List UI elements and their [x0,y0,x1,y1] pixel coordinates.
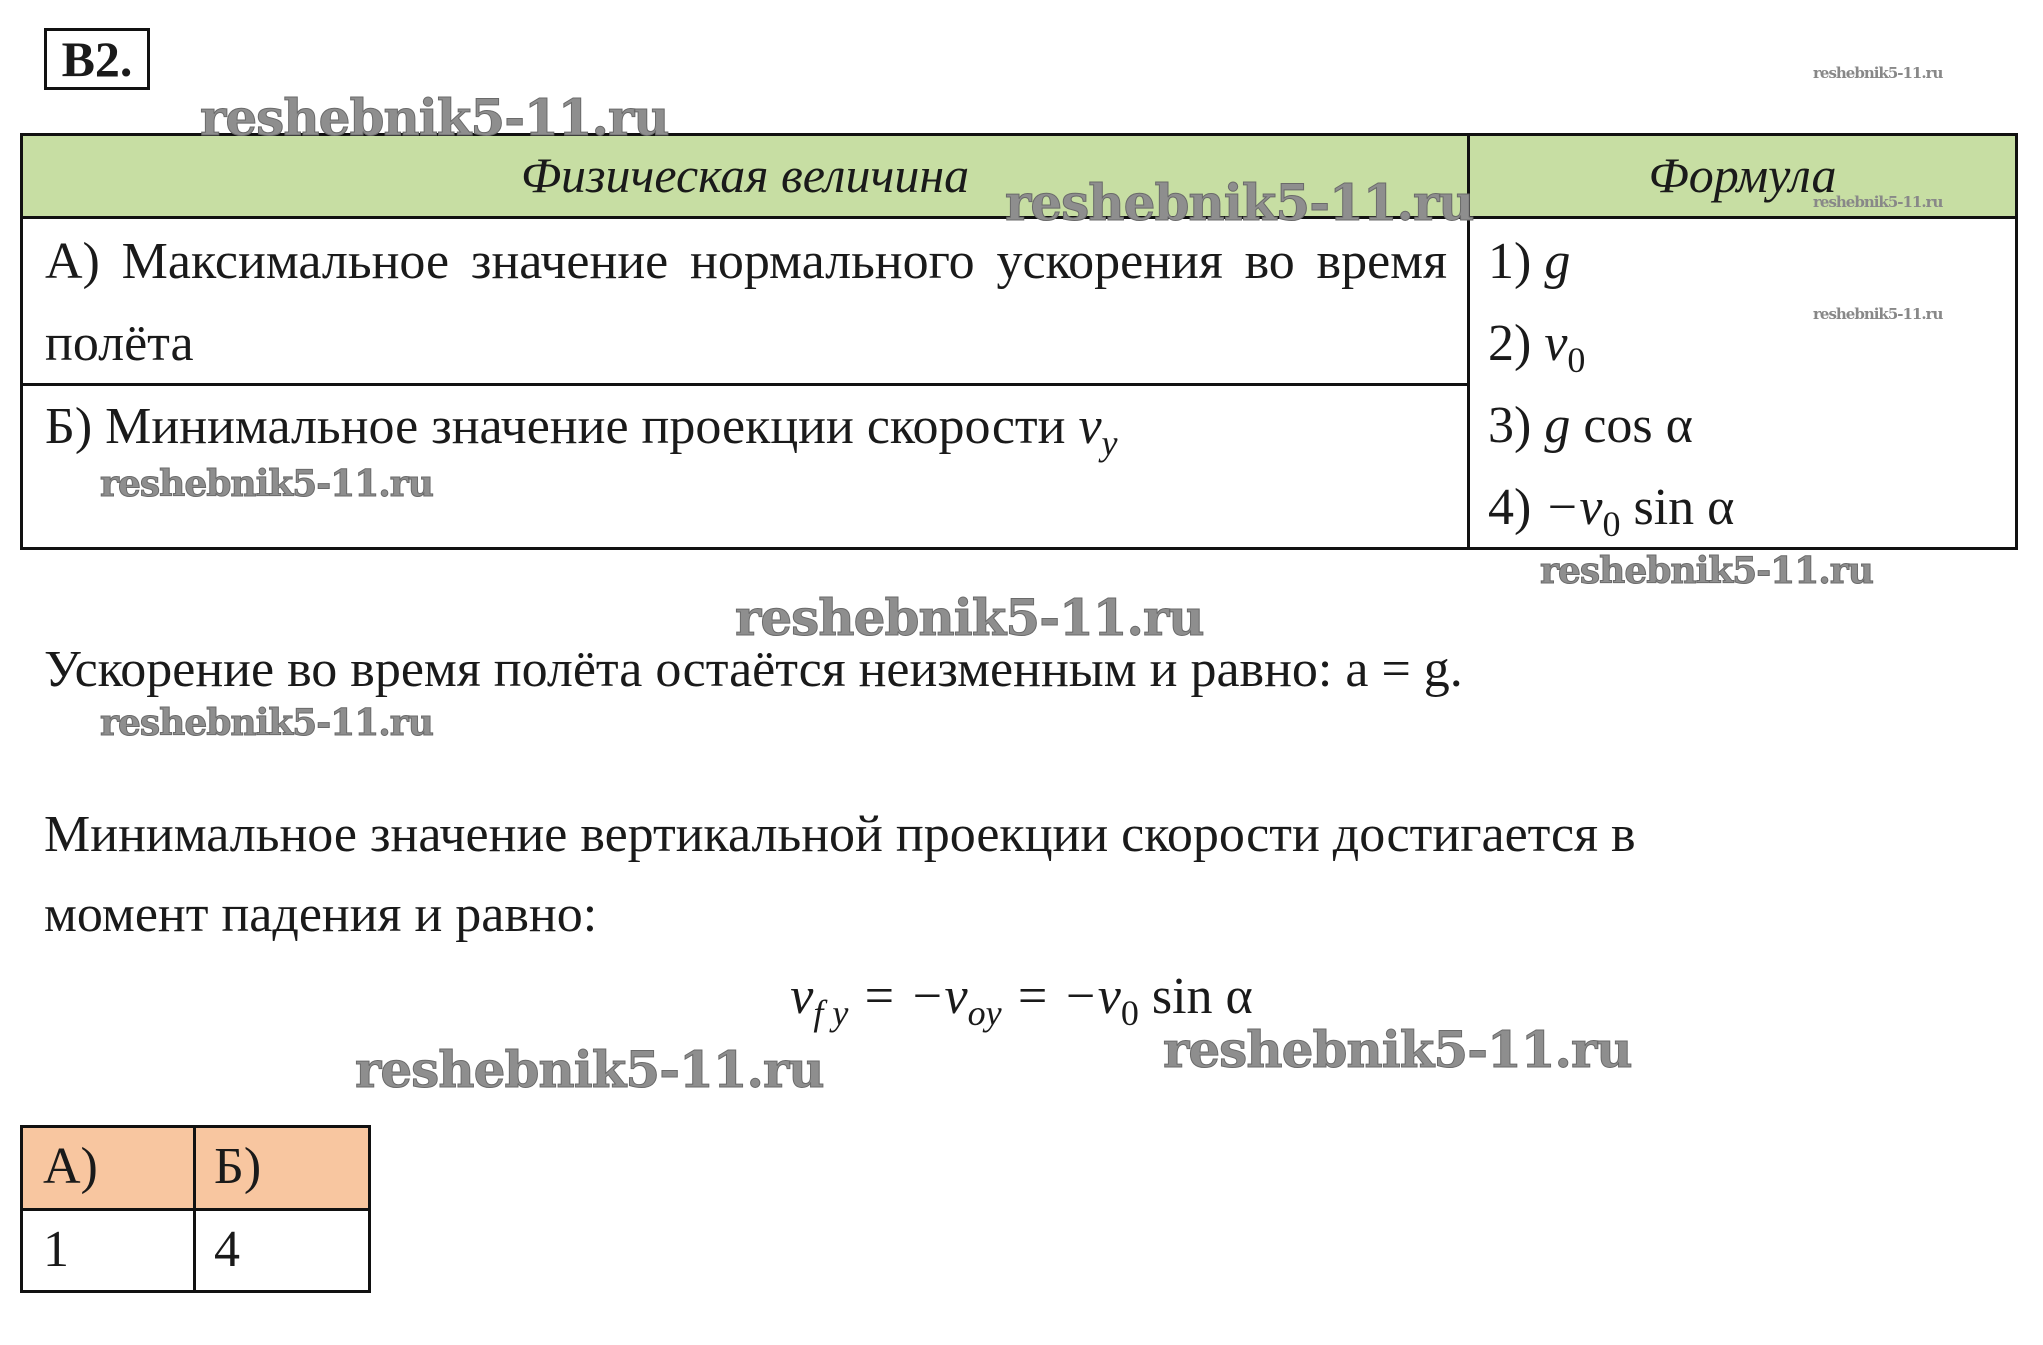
formula-tail: cos α [1570,397,1693,454]
answer-table [20,1125,371,1293]
formula-expression: v [1544,315,1568,372]
quantity-b-subscript: y [1101,423,1118,463]
formula-subscript: 0 [1567,340,1586,380]
equation-rhs: = −v [1001,968,1121,1025]
quantity-b-variable: v [1078,398,1102,455]
quantities-column [23,219,1470,547]
solution-line-2: Минимальное значение вертикальной проекции скорости достигается в [44,806,1636,863]
quantity-b-text: Б) Минимальное значение проекции скорости [45,398,1079,455]
formula-tail: sin α [1620,479,1735,536]
watermark: reshebnik5-11.ru [100,702,433,744]
answer-value-a: 1 [23,1211,196,1290]
answer-header-a: А) [23,1128,196,1211]
solution-line-3: момент падения и равно: [44,886,598,943]
solution-line-1: Ускорение во время полёта остаётся неизменным и равно: a = g. [44,641,1463,698]
problem-label: B2. [44,28,150,90]
watermark: reshebnik5-11.ru [1813,64,1943,82]
formula-option-1 [1488,221,2015,303]
formula-option-2 [1488,303,2015,385]
equation-lhs-variable: v [790,968,814,1025]
equation-rhs-tail: sin α [1138,968,1253,1025]
watermark: reshebnik5-11.ru [1540,550,1873,592]
watermark: reshebnik5-11.ru [1163,1020,1632,1079]
header-physical-quantity: Физическая величина [23,136,1470,219]
formula-number: 1) [1488,233,1545,290]
answer-header-b: Б) [196,1128,368,1211]
header-formula: Формула [1470,136,2015,219]
watermark: reshebnik5-11.ru [200,88,669,147]
equation-rhs-subscript: 0 [1120,993,1139,1033]
formula-number: 2) [1488,315,1545,372]
watermark: reshebnik5-11.ru [735,588,1204,647]
quantity-b [23,386,1467,547]
matching-table [20,133,2018,550]
formula-number: 4) [1488,479,1545,536]
formula-subscript: 0 [1602,504,1621,544]
formula-expression: g [1544,397,1571,454]
formulas-column [1470,219,2015,547]
formula-option-3 [1488,385,2015,467]
equation-middle: = −v [848,968,968,1025]
equation-lhs-subscript: f y [813,993,849,1033]
watermark: reshebnik5-11.ru [1813,305,1943,323]
formula-number: 3) [1488,397,1545,454]
formula-option-4 [1488,467,2015,549]
formula-expression: g [1544,233,1571,290]
formula-expression: −v [1544,479,1603,536]
answer-value-b: 4 [214,1221,240,1278]
watermark: reshebnik5-11.ru [1813,193,1943,211]
watermark: reshebnik5-11.ru [1005,173,1474,232]
quantity-a: А) Максимальное значение нормального ускорения во время полёта [23,219,1467,386]
watermark: reshebnik5-11.ru [355,1040,824,1099]
velocity-equation [0,957,2043,1053]
watermark: reshebnik5-11.ru [100,463,433,505]
equation-middle-subscript: oy [967,993,1002,1033]
